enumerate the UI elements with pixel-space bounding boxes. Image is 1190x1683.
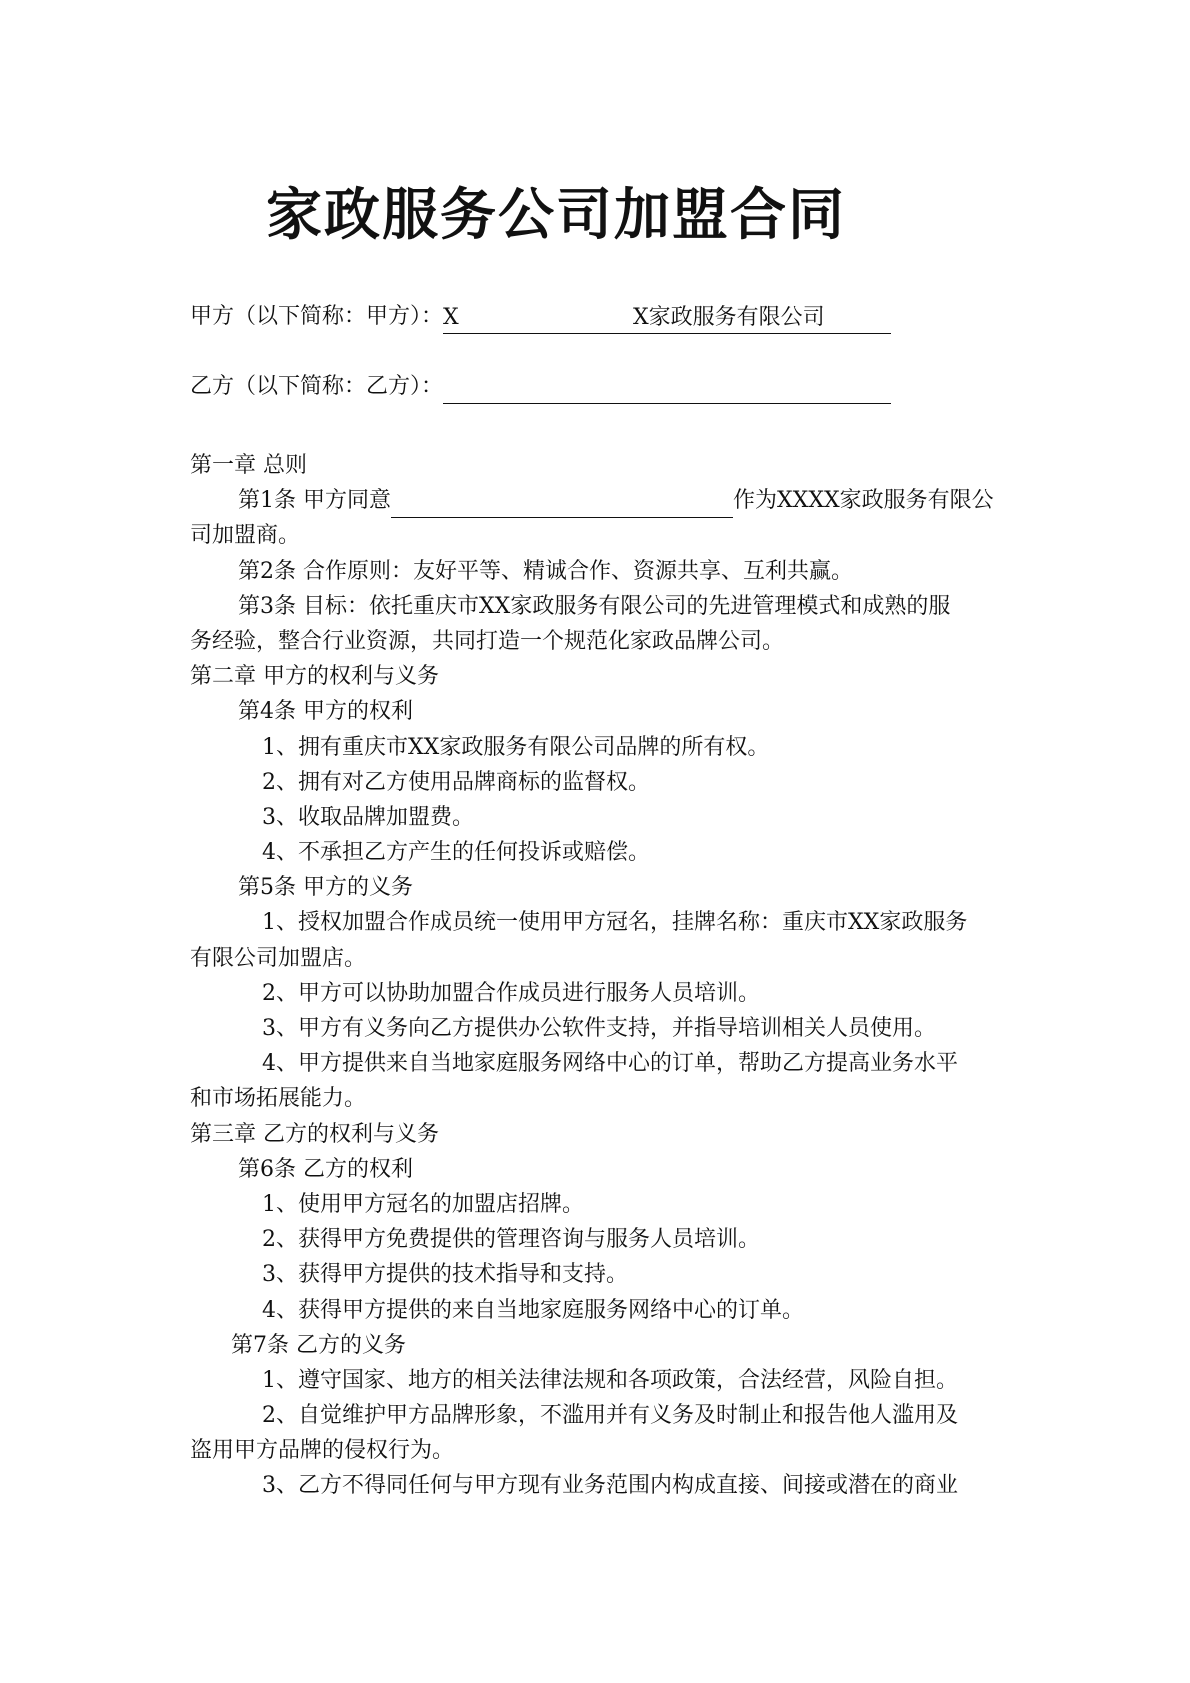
article-4-item: 2、拥有对乙方使用品牌商标的监督权。 — [262, 769, 650, 795]
party-b-fill — [443, 375, 891, 404]
article-1-pre: 第1条 甲方同意 — [238, 488, 391, 514]
article-6: 第6条 乙方的权利 — [238, 1156, 413, 1182]
chapter-1-heading: 第一章 总则 — [190, 453, 307, 478]
article-5-item1-l2: 有限公司加盟店。 — [190, 945, 367, 971]
article-5-item4-l2: 和市场拓展能力。 — [190, 1086, 367, 1112]
article-4-item: 1、拥有重庆市XX家政服务有限公司品牌的所有权。 — [262, 734, 770, 760]
article-4: 第4条 甲方的权利 — [238, 699, 413, 725]
article-1-blank — [391, 491, 733, 518]
article-5: 第5条 甲方的义务 — [238, 875, 413, 901]
chapter-3-heading: 第三章 乙方的权利与义务 — [190, 1121, 439, 1147]
article-2: 第2条 合作原则：友好平等、精诚合作、资源共享、互利共赢。 — [238, 558, 853, 584]
document-title: 家政服务公司加盟合同 — [266, 182, 846, 248]
article-4-item: 4、不承担乙方产生的任何投诉或赔偿。 — [262, 840, 650, 866]
article-5-item3: 3、甲方有义务向乙方提供办公软件支持，并指导培训相关人员使用。 — [262, 1016, 936, 1041]
party-b-label: 乙方（以下简称：乙方）： — [190, 374, 444, 399]
article-5-item1-l1: 1、授权加盟合作成员统一使用甲方冠名，挂牌名称：重庆市XX家政服务 — [262, 910, 968, 936]
article-1 — [190, 483, 1012, 518]
party-a-label: 甲方（以下简称：甲方）： — [190, 304, 444, 329]
party-a-value-prefix: X — [443, 305, 459, 330]
article-1-post: 作为XXXX家政服务有限公 — [733, 488, 994, 514]
party-b-line — [190, 370, 891, 404]
article-4-item: 3、收取品牌加盟费。 — [262, 804, 474, 830]
party-a-fill — [443, 305, 891, 334]
party-a-line — [190, 300, 891, 334]
article-3-l2: 务经验，整合行业资源，共同打造一个规范化家政品牌公司。 — [190, 628, 785, 654]
article-7: 第7条 乙方的义务 — [231, 1332, 406, 1358]
article-5-item4-l1: 4、甲方提供来自当地家庭服务网络中心的订单，帮助乙方提高业务水平 — [262, 1051, 958, 1077]
article-7-item2-l2: 盗用甲方品牌的侵权行为。 — [190, 1438, 455, 1464]
article-1-cont: 司加盟商。 — [190, 523, 301, 549]
contract-body — [190, 448, 1012, 1504]
article-3-l1: 第3条 目标：依托重庆市XX家政服务有限公司的先进管理模式和成熟的服 — [238, 593, 951, 619]
article-7-item2-l1: 2、自觉维护甲方品牌形象，不滥用并有义务及时制止和报告他人滥用及 — [262, 1403, 958, 1429]
article-7-item3-l1: 3、乙方不得同任何与甲方现有业务范围内构成直接、间接或潜在的商业 — [262, 1473, 958, 1499]
chapter-2-heading: 第二章 甲方的权利与义务 — [190, 664, 439, 690]
article-6-item: 2、获得甲方免费提供的管理咨询与服务人员培训。 — [262, 1227, 760, 1253]
article-6-item: 1、使用甲方冠名的加盟店招牌。 — [262, 1191, 584, 1217]
party-a-value-name: X家政服务有限公司 — [633, 305, 825, 330]
article-6-item: 3、获得甲方提供的技术指导和支持。 — [262, 1262, 628, 1288]
article-5-item2: 2、甲方可以协助加盟合作成员进行服务人员培训。 — [262, 980, 760, 1006]
article-7-item1: 1、遵守国家、地方的相关法律法规和各项政策，合法经营，风险自担。 — [262, 1367, 958, 1393]
article-6-item: 4、获得甲方提供的来自当地家庭服务网络中心的订单。 — [262, 1297, 804, 1323]
